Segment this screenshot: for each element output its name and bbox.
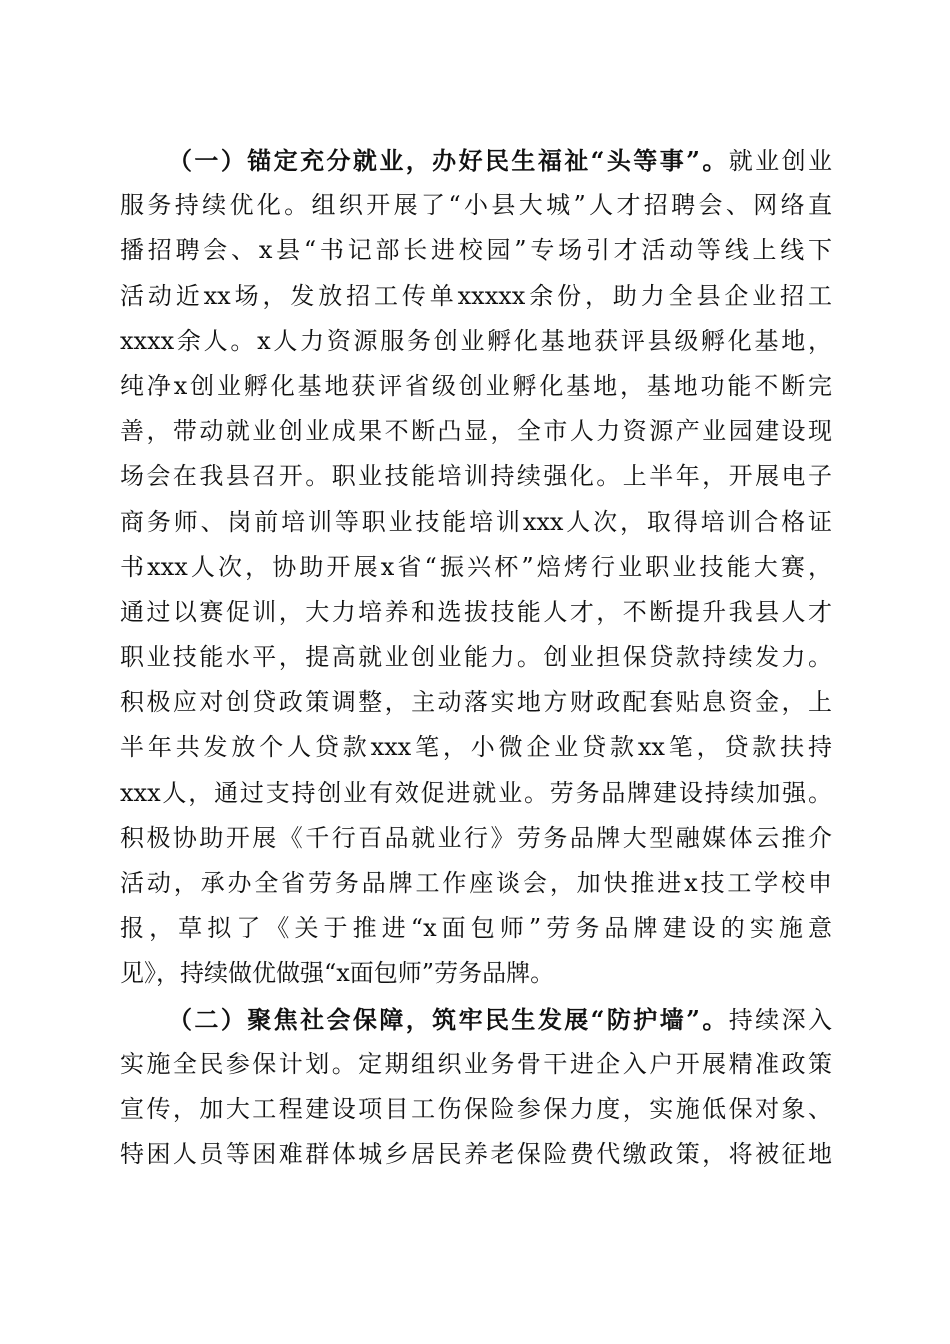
paragraph-2-line-2: 实施全民参保计划。定期组织业务骨干进企入户开展精准政策 (120, 1049, 832, 1078)
paragraph-1-line-8: 场会在我县召开。职业技能培训持续强化。上半年，开展电子 (120, 462, 832, 491)
paragraph-1-line-3: 播招聘会、x县“书记部长进校园”专场引才活动等线上线下 (120, 236, 832, 265)
paragraph-1-line-4: 活动近xx场，发放招工传单xxxxx余份，助力全县企业招工 (120, 281, 832, 310)
paragraph-2-line-1 (120, 997, 832, 1042)
paragraph-1-line-13: 积极应对创贷政策调整，主动落实地方财政配套贴息资金，上 (120, 688, 832, 717)
paragraph-2-line-3: 宣传，加大工程建设项目工伤保险参保力度，实施低保对象、 (120, 1094, 832, 1123)
paragraph-1-text: 就业创业 (728, 147, 833, 175)
paragraph-1-line-9: 商务师、岗前培训等职业技能培训xxx人次，取得培训合格证 (120, 507, 832, 536)
paragraph-1-line-7: 善，带动就业创业成果不断凸显，全市人力资源产业园建设现 (120, 417, 832, 446)
paragraph-1-line-5: xxxx余人。x人力资源服务创业孵化基地获评县级孵化基地， (120, 326, 832, 355)
paragraph-2-line-4: 特困人员等困难群体城乡居民养老保险费代缴政策，将被征地 (120, 1140, 832, 1169)
paragraph-2-text: 持续深入 (728, 1005, 833, 1034)
paragraph-1-heading: （一）锚定充分就业，办好民生福祉“头等事”。 (168, 146, 729, 175)
paragraph-2-heading: （二）聚焦社会保障，筑牢民生发展“防护墙”。 (168, 1004, 729, 1034)
paragraph-1-line-12: 职业技能水平，提高就业创业能力。创业担保贷款持续发力。 (120, 643, 832, 672)
paragraph-1-line-10: 书xxx人次，协助开展x省“振兴杯”焙烤行业职业技能大赛， (120, 552, 832, 581)
paragraph-1-line-2: 服务持续优化。组织开展了“小县大城”人才招聘会、网络直 (120, 191, 832, 220)
paragraph-1-line-11: 通过以赛促训，大力培养和选拔技能人才，不断提升我县人才 (120, 597, 832, 626)
paragraph-1-line-15: xxx人，通过支持创业有效促进就业。劳务品牌建设持续加强。 (120, 778, 832, 807)
paragraph-1-line-14: 半年共发放个人贷款xxx笔，小微企业贷款xx笔，贷款扶持 (120, 733, 832, 762)
paragraph-1-line-1 (120, 138, 832, 183)
paragraph-1-line-6: 纯净x创业孵化基地获评省级创业孵化基地，基地功能不断完 (120, 371, 832, 400)
paragraph-1-line-17: 活动，承办全省劳务品牌工作座谈会，加快推进x技工学校申 (120, 869, 832, 897)
paragraph-1-line-19: 见》，持续做优做强“x面包师”劳务品牌。 (120, 959, 555, 988)
paragraph-1-line-18: 报，草拟了《关于推进“x面包师”劳务品牌建设的实施意 (120, 914, 832, 943)
paragraph-1-line-16: 积极协助开展《千行百品就业行》劳务品牌大型融媒体云推介 (120, 823, 832, 852)
document-body (120, 138, 832, 1177)
